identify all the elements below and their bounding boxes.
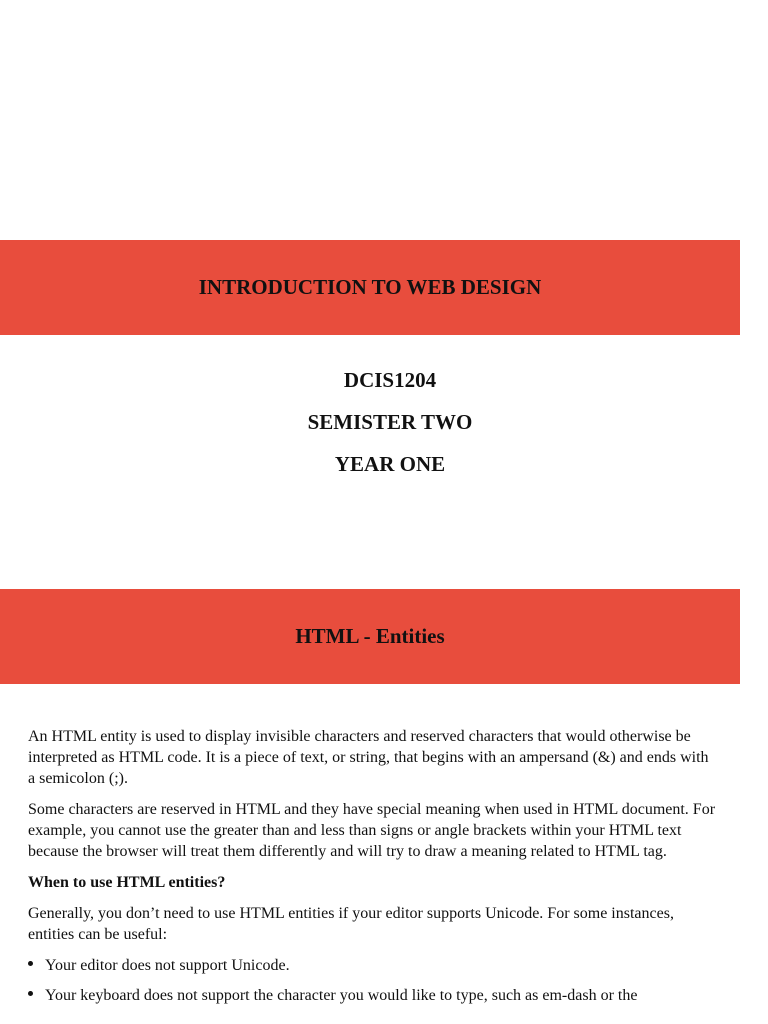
intro-paragraph: An HTML entity is used to display invisible characters and reserved characters that would otherwise be interpreted as HTML code. It is a piece of text, or string, that begins with an ampersand (&) and ends with a semicolon (;). [28,728,709,787]
usage-paragraph: Generally, you don’t need to use HTML entities if your editor supports Unicode. For some instances, entities can be useful: [28,905,674,943]
usage-bullet-list [28,955,718,1006]
reserved-characters-paragraph: Some characters are reserved in HTML and they have special meaning when used in HTML document. For example, you cannot use the greater than and less than signs or angle brackets within your HTML text because the browser will treat them differently and will try to draw a meaning related to HTML tag. [28,801,716,860]
bullet-icon [28,991,33,996]
course-semester: SEMISTER TWO [307,410,473,434]
bullet-icon [28,961,33,966]
list-item-text: Your editor does not support Unicode. [45,957,290,974]
list-item [28,955,718,976]
list-item-text: Your keyboard does not support the character you would like to type, such as em-dash or the [45,987,638,1004]
course-code: DCIS1204 [343,368,437,392]
course-info [0,370,768,496]
list-item [28,985,718,1006]
course-title: INTRODUCTION TO WEB DESIGN [198,275,542,299]
section-title-banner [0,589,740,684]
course-year: YEAR ONE [334,452,446,476]
section-title: HTML - Entities [295,624,445,648]
document-body [28,726,718,1015]
usage-subheading: When to use HTML entities? [28,874,226,891]
course-title-banner [0,240,740,335]
